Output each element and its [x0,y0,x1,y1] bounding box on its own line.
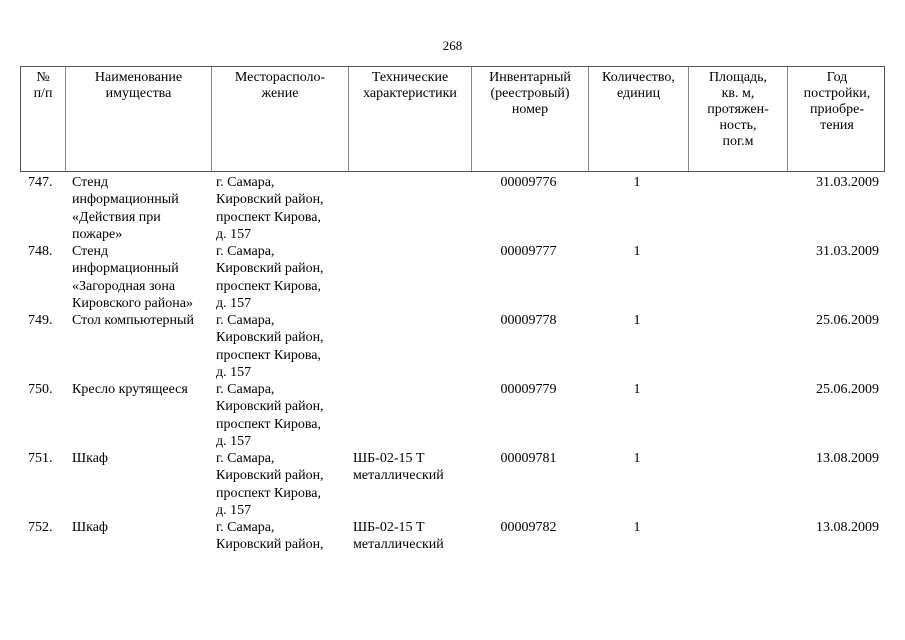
column-header: № п/п [33,70,53,101]
cell-num: 752. [28,520,53,535]
table-header [20,66,885,172]
cell-inv: 00009777 [500,244,557,259]
cell-num: 747. [28,175,53,190]
column-header: Наименование имущества [65,67,211,171]
cell-inv: 00009776 [500,175,557,190]
cell-name: Кресло крутящееся [72,382,188,397]
cell-location: г. Самара, Кировский район, [216,520,324,553]
cell-name: Стол компьютерный [72,313,194,328]
cell-num: 750. [28,382,53,397]
cell-inv: 00009778 [500,313,557,328]
cell-qty: 1 [633,313,641,328]
cell-inv: 00009782 [500,520,557,535]
cell-name: Стенд информационный «Загородная зона Кировского района» [72,244,193,311]
cell-qty: 1 [633,382,641,397]
cell-location: г. Самара, Кировский район, проспект Кирова, д. 157 [216,175,324,242]
column-header: Количество, единиц [588,67,688,171]
cell-tech: ШБ-02-15 Т металлический [353,451,444,484]
cell-location: г. Самара, Кировский район, проспект Кирова, д. 157 [216,382,324,449]
cell-inv: 00009779 [500,382,557,397]
cell-qty: 1 [633,244,641,259]
column-header: Год постройки, приобре- тения [787,67,886,171]
cell-year: 25.06.2009 [816,313,879,328]
column-header: Инвентарный (реестровый) номер [471,67,588,171]
cell-year: 13.08.2009 [816,520,879,535]
cell-num: 748. [28,244,53,259]
cell-year: 31.03.2009 [816,244,879,259]
cell-qty: 1 [633,520,641,535]
cell-location: г. Самара, Кировский район, проспект Кирова, д. 157 [216,451,324,518]
cell-location: г. Самара, Кировский район, проспект Кирова, д. 157 [216,313,324,380]
cell-year: 31.03.2009 [816,175,879,190]
page-number: 268 [442,38,463,53]
cell-qty: 1 [633,451,641,466]
cell-name: Стенд информационный «Действия при пожаре» [72,175,179,242]
cell-num: 749. [28,313,53,328]
cell-name: Шкаф [72,451,108,466]
cell-name: Шкаф [72,520,108,535]
cell-location: г. Самара, Кировский район, проспект Кирова, д. 157 [216,244,324,311]
column-header: Технические характеристики [348,67,471,171]
cell-num: 751. [28,451,53,466]
cell-qty: 1 [633,175,641,190]
cell-tech: ШБ-02-15 Т металлический [353,520,444,553]
cell-year: 25.06.2009 [816,382,879,397]
column-header: Месторасполо- жение [211,67,348,171]
cell-year: 13.08.2009 [816,451,879,466]
cell-inv: 00009781 [500,451,557,466]
column-header: Площадь, кв. м, протяжен- ность, пог.м [688,67,787,171]
